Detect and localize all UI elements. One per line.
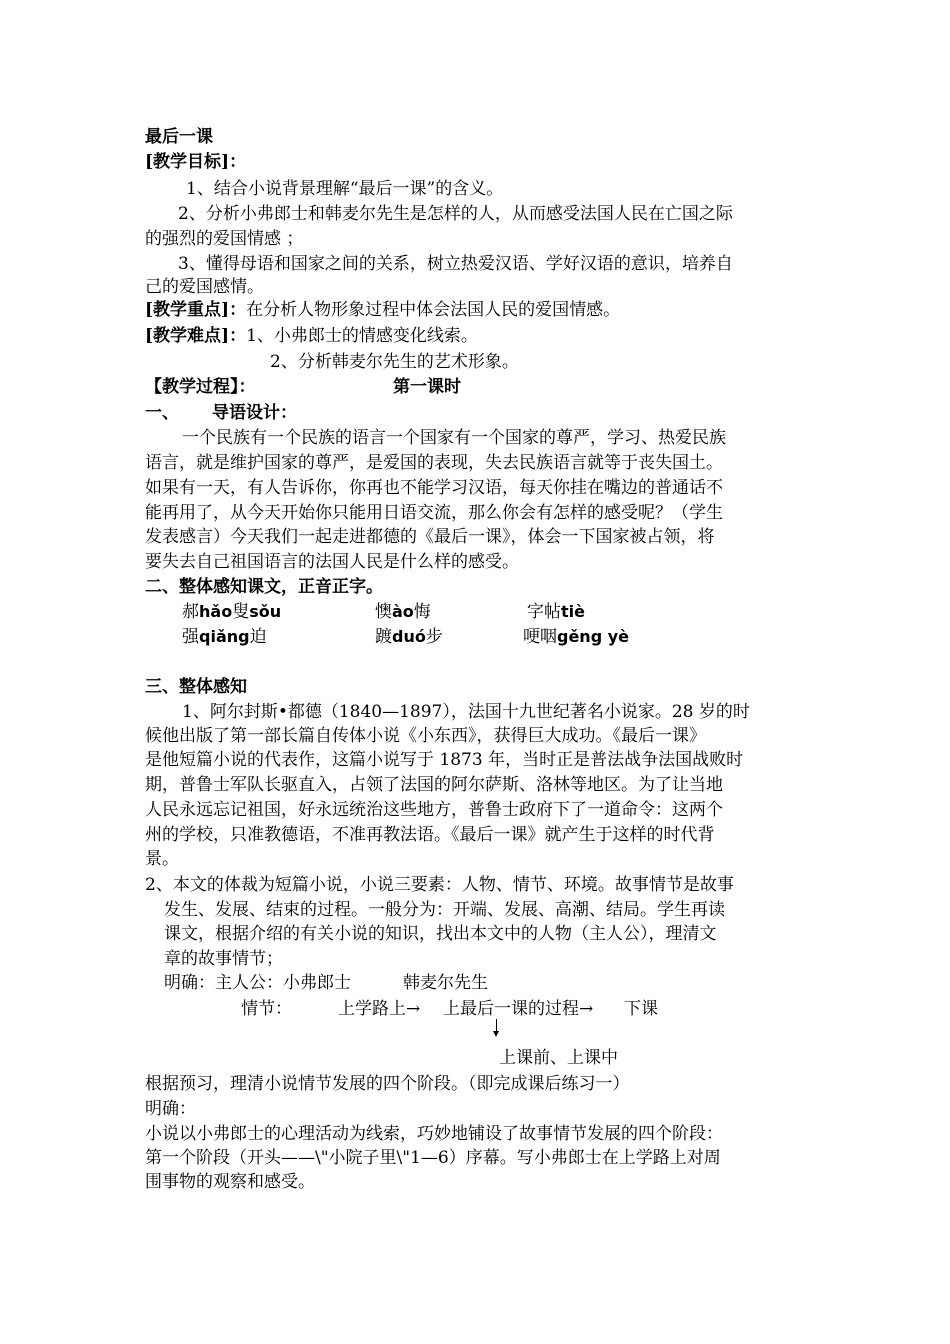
plot-step: 下课 bbox=[624, 999, 658, 1019]
pinyin-word: 郝hǎo叟sǒu bbox=[182, 602, 282, 622]
stages-line: 第一个阶段（开头——\"小院子里\"1—6）序幕。写小弗郎士在上学路上对周 bbox=[145, 1148, 721, 1168]
section1-line: 发表感言）今天我们一起走进都德的《最后一课》，体会一下国家被占领，将 bbox=[145, 527, 715, 547]
clarify-teacher: 韩麦尔先生 bbox=[403, 973, 488, 993]
objective-line: 1、结合小说背景理解“最后一课”的含义。 bbox=[186, 179, 504, 199]
arrow-down-icon bbox=[496, 1019, 497, 1035]
section3-line: 是他短篇小说的代表作，这篇小说写于 1873 年，当时正是普法战争法国战败时 bbox=[145, 750, 744, 770]
section3-line: 2、本文的体裁为短篇小说，小说三要素：人物、情节、环境。故事情节是故事 bbox=[145, 875, 734, 895]
stages-line: 围事物的观察和感受。 bbox=[145, 1172, 315, 1192]
section3-line: 1、阿尔封斯•都德（1840—1897），法国十九世纪著名小说家。28 岁的时 bbox=[182, 702, 750, 722]
objective-line: 3、懂得母语和国家之间的关系，树立热爱汉语、学好汉语的意识，培养自 bbox=[178, 254, 733, 274]
difficulty-item: 2、分析韩麦尔先生的艺术形象。 bbox=[270, 352, 519, 372]
section1-line: 一个民族有一个民族的语言一个国家有一个国家的尊严，学习、热爱民族 bbox=[182, 428, 726, 448]
section3-line: 景。 bbox=[145, 849, 179, 869]
objectives-heading: [教学目标]： bbox=[145, 152, 247, 172]
period-title: 第一课时 bbox=[393, 377, 461, 397]
plot-substep: 上课前、上课中 bbox=[499, 1048, 618, 1068]
clarify-label: 明确： bbox=[145, 1099, 196, 1119]
objective-line: 的强烈的爱国情感 ； bbox=[145, 229, 304, 249]
section3-line: 课文，根据介绍的有关小说的知识，找出本文中的人物（主人公），理清文 bbox=[164, 924, 717, 944]
section1-heading: 导语设计： bbox=[212, 403, 297, 423]
section1-line: 能再用了，从今天开始你只能用日语交流，那么你会有怎样的感受呢？（学生 bbox=[145, 503, 723, 523]
difficulty-label: [教学难点]： bbox=[145, 326, 247, 346]
section1-line: 如果有一天，有人告诉你，你再也不能学习汉语，每天你挂在嘴边的普通话不 bbox=[145, 478, 723, 498]
clarify-protagonist: 明确：主人公：小弗郎士 bbox=[164, 973, 351, 993]
section1-number: 一、 bbox=[145, 403, 179, 423]
section1-line: 要失去自己祖国语言的法国人民是什么样的感受。 bbox=[145, 552, 519, 572]
pinyin-word: 懊ào悔 bbox=[375, 602, 431, 622]
section3-line: 人民永远忘记祖国，好永远统治这些地方，普鲁士政府下了一道命令：这两个 bbox=[145, 800, 723, 820]
stages-line: 小说以小弗郎士的心理活动为线索，巧妙地铺设了故事情节发展的四个阶段： bbox=[145, 1124, 723, 1144]
page-title: 最后一课 bbox=[145, 127, 213, 147]
process-label: 【教学过程】： bbox=[145, 377, 256, 397]
section3-line: 州的学校，只准教德语，不准再教法语。《最后一课》就产生于这样的时代背 bbox=[145, 825, 715, 845]
pinyin-word: 强qiǎng迫 bbox=[182, 627, 267, 647]
section1-line: 语言，就是维护国家的尊严，是爱国的表现，失去民族语言就等于丧失国土。 bbox=[145, 453, 723, 473]
pinyin-word: 踱duó步 bbox=[375, 627, 443, 647]
stages-intro: 根据预习，理清小说情节发展的四个阶段。（即完成课后练习一） bbox=[145, 1074, 630, 1094]
key-point-label: [教学重点]： bbox=[145, 300, 247, 320]
section3-line: 发生、发展、结束的过程。一般分为：开端、发展、高潮、结局。学生再读 bbox=[164, 900, 725, 920]
difficulty-item: 1、小弗郎士的情感变化线索。 bbox=[246, 326, 478, 346]
section3-line: 候他出版了第一部长篇自传体小说《小东西》，获得巨大成功。《最后一课》 bbox=[145, 726, 706, 746]
plot-label: 情节： bbox=[241, 999, 292, 1019]
key-point bbox=[145, 297, 810, 323]
key-point-text: 在分析人物形象过程中体会法国人民的爱国情感。 bbox=[246, 300, 621, 320]
plot-step: 上最后一课的过程→ bbox=[443, 999, 594, 1019]
pinyin-word: 字帖tiè bbox=[527, 602, 585, 622]
section2-heading: 二、整体感知课文，正音正字。 bbox=[145, 577, 383, 597]
plot-step: 上学路上→ bbox=[338, 999, 421, 1019]
difficulty bbox=[145, 323, 810, 349]
section3-line: 期，普鲁士军队长驱直入，占领了法国的阿尔萨斯、洛林等地区。为了让当地 bbox=[145, 775, 723, 795]
objective-line: 己的爱国感情。 bbox=[145, 277, 264, 297]
pinyin-word: 哽咽gěng yè bbox=[523, 627, 629, 647]
section3-heading: 三、整体感知 bbox=[145, 677, 247, 697]
section3-line: 章的故事情节； bbox=[164, 949, 283, 969]
objective-line: 2、分析小弗郎士和韩麦尔先生是怎样的人，从而感受法国人民在亡国之际 bbox=[178, 204, 733, 224]
